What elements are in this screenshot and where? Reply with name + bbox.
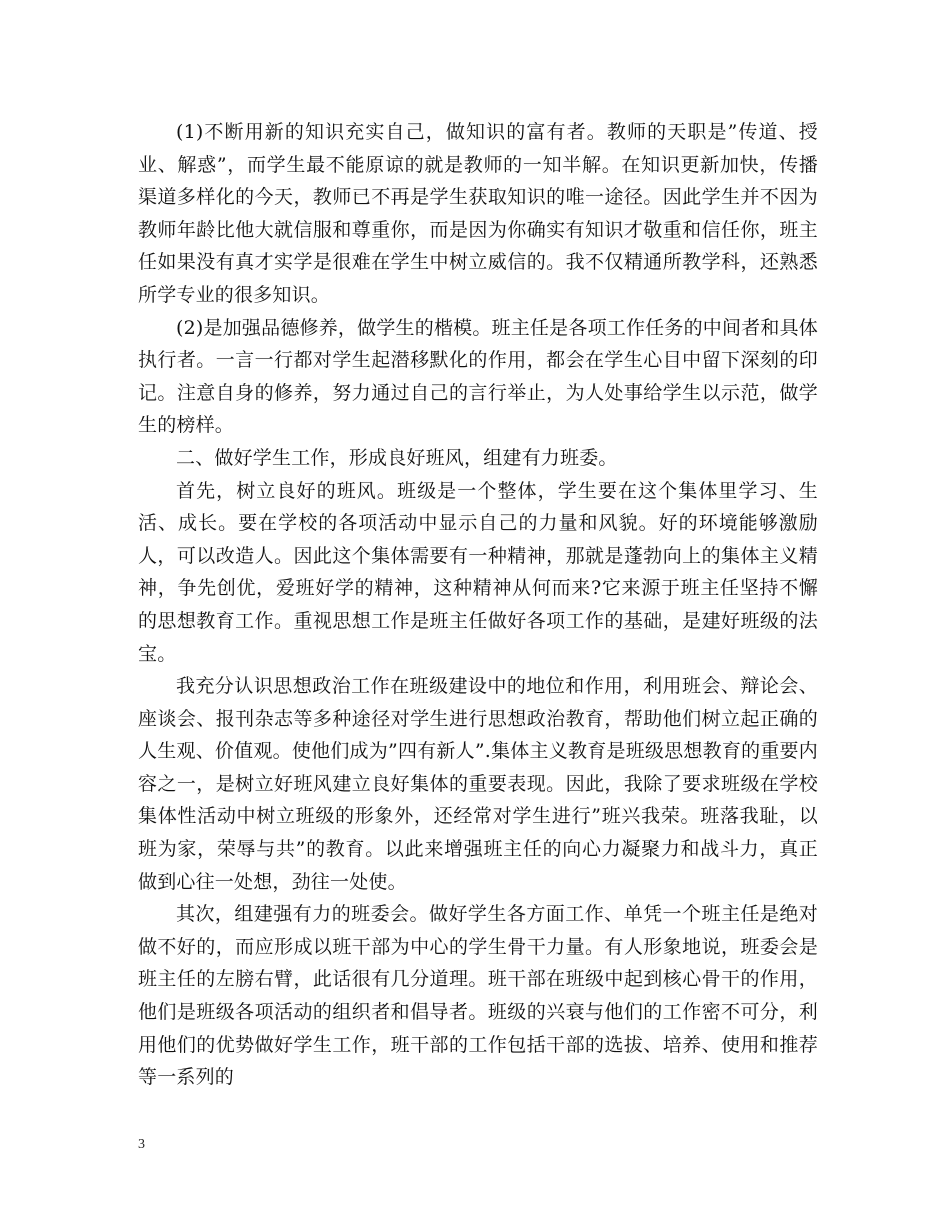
paragraph-class-spirit: 首先，树立良好的班风。班级是一个整体，学生要在这个集体里学习、生活、成长。要在学校的各项活动中显示自己的力量和风貌。好的环境能够激励人，可以改造人。因此这个集体需要有一种精神，那就是蓬勃向上的集体主义精神，争先创优，爱班好学的精神，这种精神从何而来?它来源于班主任坚持不懈的思想教育工作。重视思想工作是班主任做好各项工作的基础，是建好班级的法宝。 — [138, 479, 818, 665]
paragraph-class-committee: 其次，组建强有力的班委会。做好学生各方面工作、单凭一个班主任是绝对做不好的，而应形成以班干部为中心的学生骨干力量。有人形象地说，班委会是班主任的左膀右臂，此话很有几分道理。班干部在班级中起到核心骨干的作用，他们是班级各项活动的组织者和倡导者。班级的兴衰与他们的工作密不可分，利用他们的优势做好学生工作，班干部的工作包括干部的选拔、培养、使用和推荐等一系列的 — [138, 903, 818, 1089]
body-text — [138, 116, 818, 1094]
section-heading: 二、做好学生工作，形成良好班风，组建有力班委。 — [176, 446, 618, 469]
paragraph-morality: (2)是加强品德修养，做学生的楷模。班主任是各项工作任务的中间者和具体执行者。一言一行都对学生起潜移默化的作用，都会在学生心目中留下深刻的印记。注意自身的修养，努力通过自己的言行举止，为人处事给学生以示范，做学生的榜样。 — [138, 316, 818, 437]
paragraph-political-education: 我充分认识思想政治工作在班级建设中的地位和作用，利用班会、辩论会、座谈会、报刊杂志等多种途径对学生进行思想政治教育，帮助他们树立起正确的人生观、价值观。使他们成为”四有新人”.集体主义教育是班级思想教育的重要内容之一，是树立好班风建立良好集体的重要表现。因此，我除了要求班级在学校集体性活动中树立班级的形象外，还经常对学生进行”班兴我荣。班落我耻，以班为家，荣辱与共”的教育。以此来增强班主任的向心力凝聚力和战斗力，真正做到心往一处想，劲往一处使。 — [138, 675, 818, 893]
paragraph-knowledge: (1)不断用新的知识充实自己，做知识的富有者。教师的天职是”传道、授业、解惑”，而学生最不能原谅的就是教师的一知半解。在知识更新加快，传播渠道多样化的今天，教师已不再是学生获取知识的唯一途径。因此学生并不因为教师年龄比他大就信服和尊重你，而是因为你确实有知识才敬重和信任你，班主任如果没有真才实学是很难在学生中树立威信的。我不仅精通所教学科，还熟悉所学专业的很多知识。 — [138, 121, 818, 306]
page-number: 3 — [138, 1137, 145, 1152]
